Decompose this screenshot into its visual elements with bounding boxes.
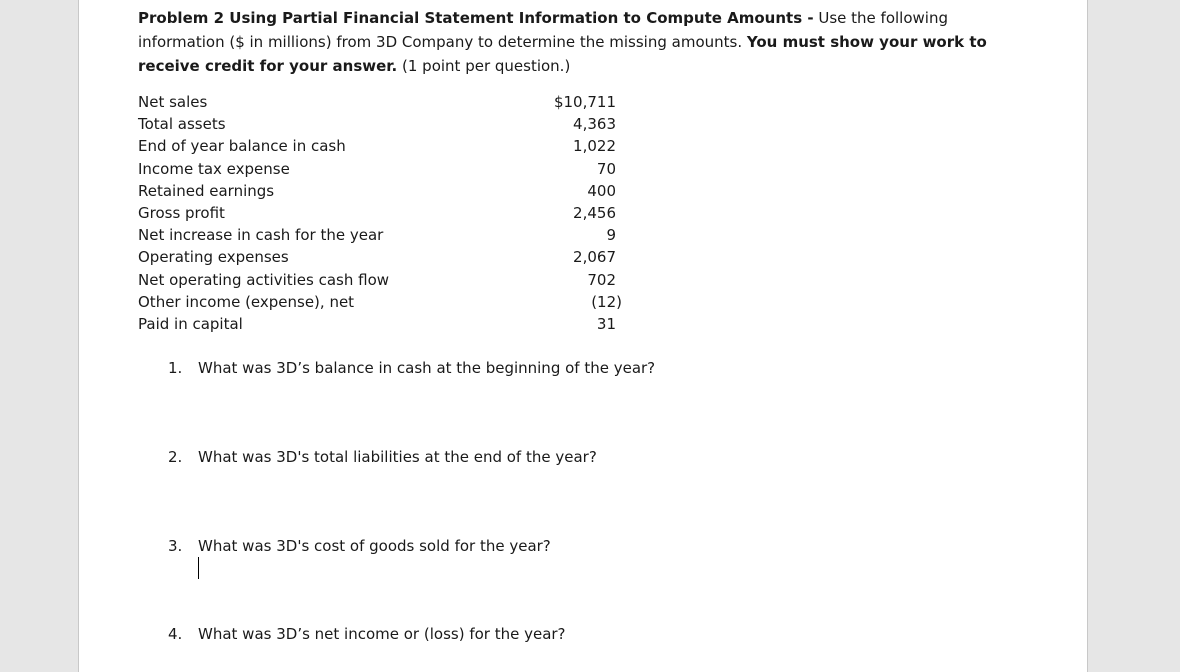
question-1 [168, 357, 655, 379]
question-text: What was 3D’s balance in cash at the beginning of the year? [198, 359, 656, 377]
table-row [138, 313, 628, 335]
item-label: Net sales [138, 93, 208, 111]
table-row [138, 291, 628, 313]
item-value: 70 [596, 159, 616, 178]
item-value: 4,363 [573, 115, 616, 134]
table-row [138, 224, 628, 246]
instruction-text: Use the following information ($ in millions) from 3D Company to determine the missing amounts. [138, 9, 948, 51]
item-value: 2,456 [573, 203, 616, 222]
question-number: 1. [168, 359, 183, 377]
question-3 [168, 535, 551, 557]
item-value: 31 [596, 314, 616, 333]
item-value: 702 [587, 270, 616, 289]
item-value: $10,711 [553, 93, 616, 111]
item-label: Gross profit [138, 203, 225, 222]
question-2 [168, 446, 597, 468]
question-number: 3. [168, 537, 183, 555]
table-row [138, 91, 628, 113]
financial-data-table [138, 91, 628, 335]
table-row [138, 180, 628, 202]
item-label: Retained earnings [138, 181, 275, 200]
item-label: Operating expenses [138, 248, 289, 267]
item-label: Total assets [138, 115, 226, 134]
item-label: Net operating activities cash flow [138, 270, 390, 289]
text-cursor [198, 557, 199, 579]
item-label: Net increase in cash for the year [138, 226, 384, 245]
question-text: What was 3D's cost of goods sold for the year? [198, 537, 551, 555]
table-row [138, 135, 628, 157]
problem-heading: Problem 2 Using Partial Financial Statement Information to Compute Amounts - [138, 9, 814, 27]
item-value: (12) [591, 292, 622, 311]
question-number: 4. [168, 625, 183, 643]
item-label: Income tax expense [138, 159, 290, 178]
table-row [138, 246, 628, 268]
question-text: What was 3D's total liabilities at the end of the year? [198, 448, 597, 466]
item-value: 9 [606, 226, 616, 245]
bold-requirement: You must show your work to receive credit for your answer. [138, 33, 987, 75]
question-4 [168, 623, 566, 645]
item-label: End of year balance in cash [138, 137, 346, 156]
question-number: 2. [168, 448, 183, 466]
problem-intro [138, 6, 998, 78]
item-label: Other income (expense), net [138, 292, 355, 311]
item-value: 400 [587, 181, 616, 200]
question-text: What was 3D’s net income or (loss) for the year? [198, 625, 566, 643]
item-value: 2,067 [573, 248, 616, 267]
table-row [138, 158, 628, 180]
points-note: (1 point per question.) [397, 57, 571, 75]
table-row [138, 113, 628, 135]
document-page[interactable] [78, 0, 1088, 672]
item-label: Paid in capital [138, 314, 243, 333]
table-row [138, 269, 628, 291]
table-row [138, 202, 628, 224]
item-value: 1,022 [573, 137, 616, 156]
